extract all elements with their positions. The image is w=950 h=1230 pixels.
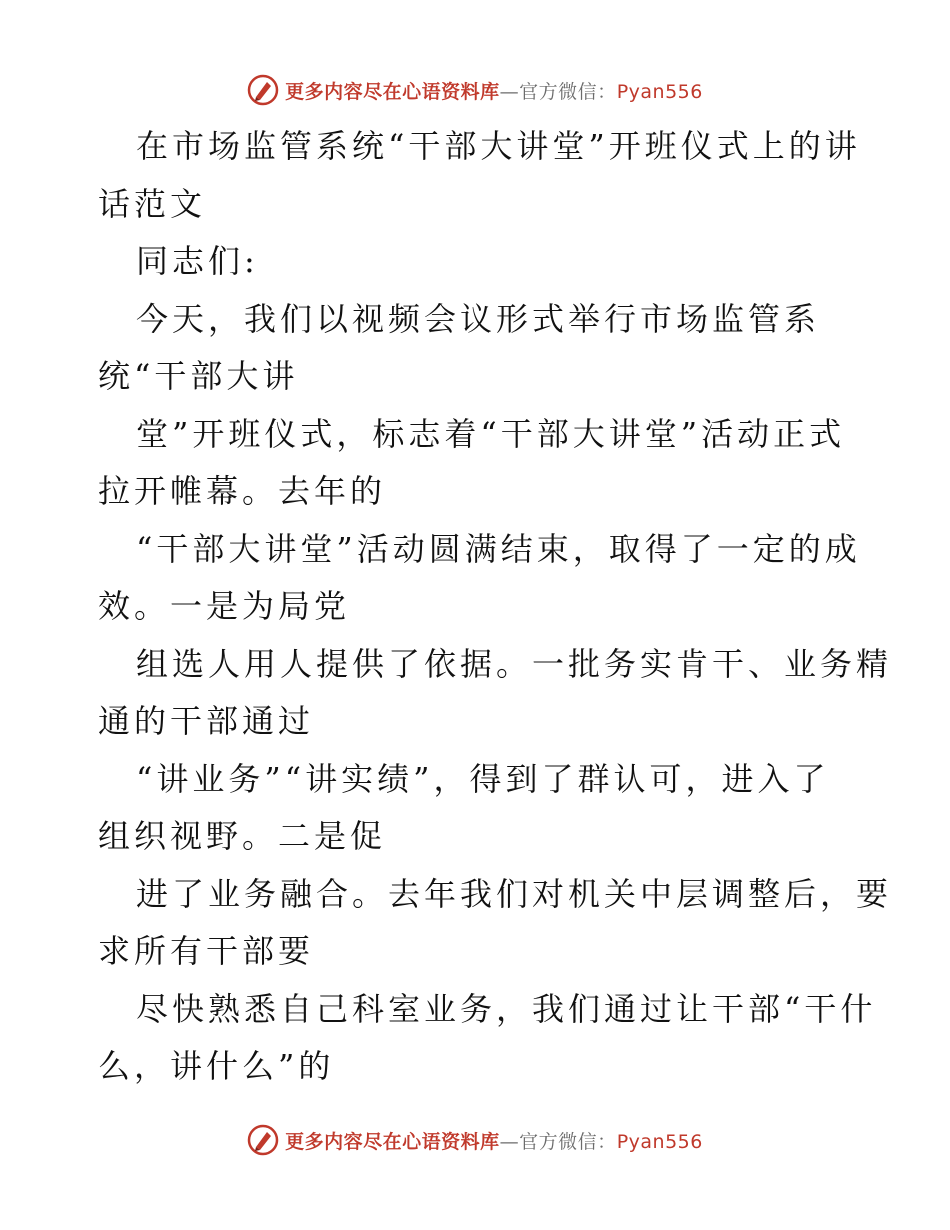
body-line: 效。一是为局党: [98, 587, 351, 625]
body-line: 统“干部大讲: [98, 357, 299, 395]
watermark-text: 更多内容尽在心语资料库—官方微信：Pyan556: [285, 80, 703, 103]
body-line: “讲业务”“讲实绩”，得到了群认可，进入了: [136, 759, 830, 798]
body-line: 堂”开班仪式，标志着“干部大讲堂”活动正式: [136, 414, 846, 453]
document-body: [98, 118, 893, 1096]
watermark-text: 更多内容尽在心语资料库—官方微信：Pyan556: [285, 1130, 703, 1153]
footer-watermark: [0, 1120, 950, 1160]
header-watermark: [0, 70, 950, 110]
body-line: 组选人用人提供了依据。一批务实肯干、业务精: [136, 644, 893, 683]
body-line: 同志们:: [136, 242, 259, 280]
pen-nib-logo-icon: [247, 74, 279, 106]
body-line: 今天，我们以视频会议形式举行市场监管系: [136, 299, 821, 338]
body-line: 么，讲什么”的: [98, 1047, 335, 1085]
body-line: “干部大讲堂”活动圆满结束，取得了一定的成: [136, 529, 861, 568]
body-line: 求所有干部要: [98, 932, 315, 970]
body-line: 拉开帷幕。去年的: [98, 472, 387, 510]
pen-nib-logo-icon: [247, 1124, 279, 1156]
body-line: 通的干部通过: [98, 702, 315, 740]
body-line: 尽快熟悉自己科室业务，我们通过让干部“干什: [136, 989, 877, 1028]
body-line: 进了业务融合。去年我们对机关中层调整后，要: [136, 874, 893, 913]
body-line: 组织视野。二是促: [98, 817, 387, 855]
body-line: 话范文: [98, 184, 207, 223]
body-line: 在市场监管系统“干部大讲堂”开班仪式上的讲: [136, 127, 861, 165]
